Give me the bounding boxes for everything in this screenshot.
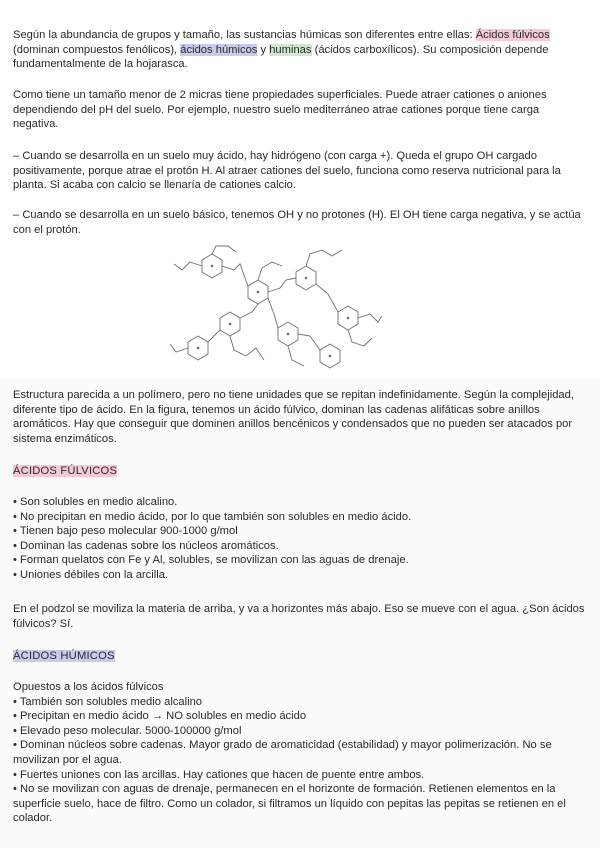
fulvic-acid-structure-figure [160,242,390,376]
aliphatic-chain [268,298,278,328]
fulvic-acids-heading-text: ÁCIDOS FÚLVICOS [13,465,118,477]
structure-paragraph: Estructura parecida a un polímero, pero no tiene unidades que se repitan indefinidamente. Según la complejidad, diferente tipo de ácido. En la figura, tenemos un ácido fúlvico, dominan las cadenas alifáticas sobre anillos aromáticos. Hay que conseguir que dominen anillos bencénicos y condensados que no pueden ser atacados por sistema enzimáticos. [13,389,574,445]
intro-paragraph [13,28,585,72]
highlight-fulvic-acids: Ácidos fúlvicos [475,29,550,41]
list-item: • No se movilizan con aguas de drenaje, permanecen en el horizonte de formación. Retienen elementos en la superficie suelo, hace de filtro. Como un colador, si filtramos un líquido con pepitas las pepitas se retienen en el colador. [13,783,566,825]
aliphatic-chain [288,346,304,366]
aliphatic-chain [298,334,320,350]
humic-acids-heading-text: ÁCIDOS HÚMICOS [13,650,115,662]
basic-soil-paragraph: – Cuando se desarrolla en un suelo básico, tenemos OH y no protones (H). El OH tiene carga negativa, y se actúa con el protón. [13,209,581,236]
list-item: • Forman quelatos con Fe y Al, solubles, se movilizan con las aguas de drenaje. [13,554,409,567]
intro-text-mid2: y [257,43,270,56]
aliphatic-chain [208,330,220,342]
aliphatic-chain [240,304,258,318]
surface-properties-paragraph: Como tiene un tamaño menor de 2 micras tiene propiedades superficiales. Puede atraer cationes o aniones dependiendo del pH del suelo. Por ejemplo, nuestro suelo mediterráneo atrae cationes porque tiene carga negativa. [13,89,547,131]
list-item: • Son solubles en medio alcalino. [13,496,178,508]
list-item: • Dominan las cadenas sobre los núcleos aromáticos. [13,539,279,552]
humic-acids-heading [13,649,115,664]
list-item: • Uniones débiles con la arcilla. [13,568,169,581]
intro-text-start: Según la abundancia de grupos y tamaño, las sustancias húmicas son diferentes entre ellas: [13,29,476,41]
aliphatic-chain [306,250,342,266]
list-item: • Dominan núcleos sobre cadenas. Mayor grado de aromaticidad (estabilidad) y mayor polimerización. No se movilizan por el agua. [13,739,552,766]
list-item: • No precipitan en medio ácido, por lo que también son solubles en medio ácido. [13,510,412,523]
aliphatic-chain [348,330,372,346]
highlight-humic-acids: ácidos húmicos [180,43,258,56]
aliphatic-chain [258,262,282,280]
aliphatic-chain [358,314,382,322]
highlight-humins: huminas [269,43,312,56]
list-item: Opuestos a los ácidos fúlvicos [13,681,164,693]
aliphatic-chain [268,278,296,292]
aliphatic-chain [230,336,264,360]
list-item: • Fuertes uniones con las arcillas. Hay cationes que hacen de puente entre ambos. [13,768,425,781]
humic-acids-list [13,680,589,826]
acid-soil-paragraph: – Cuando se desarrolla en un suelo muy ácido, hay hidrógeno (con carga +). Queda el grupo OH cargado positivamente, porque atrae el protón H. Al atraer cationes del suelo, funciona como reserva nutricional para la planta. Si acaba con calcio se llenaría de cationes calcio. [13,150,561,192]
aliphatic-chain [316,284,338,312]
intro-text-end: (ácidos carboxílicos). Su composición depende fundamentalmente de la hojarasca. [13,43,549,71]
podzol-note-paragraph: En el podzol se moviliza la materia de arriba, y va a horizontes más abajo. Eso se mueve con el agua. ¿Son ácidos fúlvicos? Sí. [13,603,585,630]
list-item: • También son solubles medio alcalino [13,695,203,708]
fulvic-acids-heading [13,464,117,479]
aliphatic-chain [174,262,202,270]
intro-text-mid1: (dominan compuestos fenólicos), [13,43,181,56]
list-item: • Elevado peso molecular. 5000-100000 g/mol [13,724,242,737]
fulvic-acids-list [13,495,589,583]
aliphatic-chain [212,246,236,254]
list-item: • Precipitan en medio ácido → NO solubles en medio ácido [13,710,307,723]
aliphatic-chain [170,344,188,352]
list-item: • Tienen bajo peso molecular 900-1000 g/mol [13,525,238,538]
aliphatic-chain [222,264,248,286]
